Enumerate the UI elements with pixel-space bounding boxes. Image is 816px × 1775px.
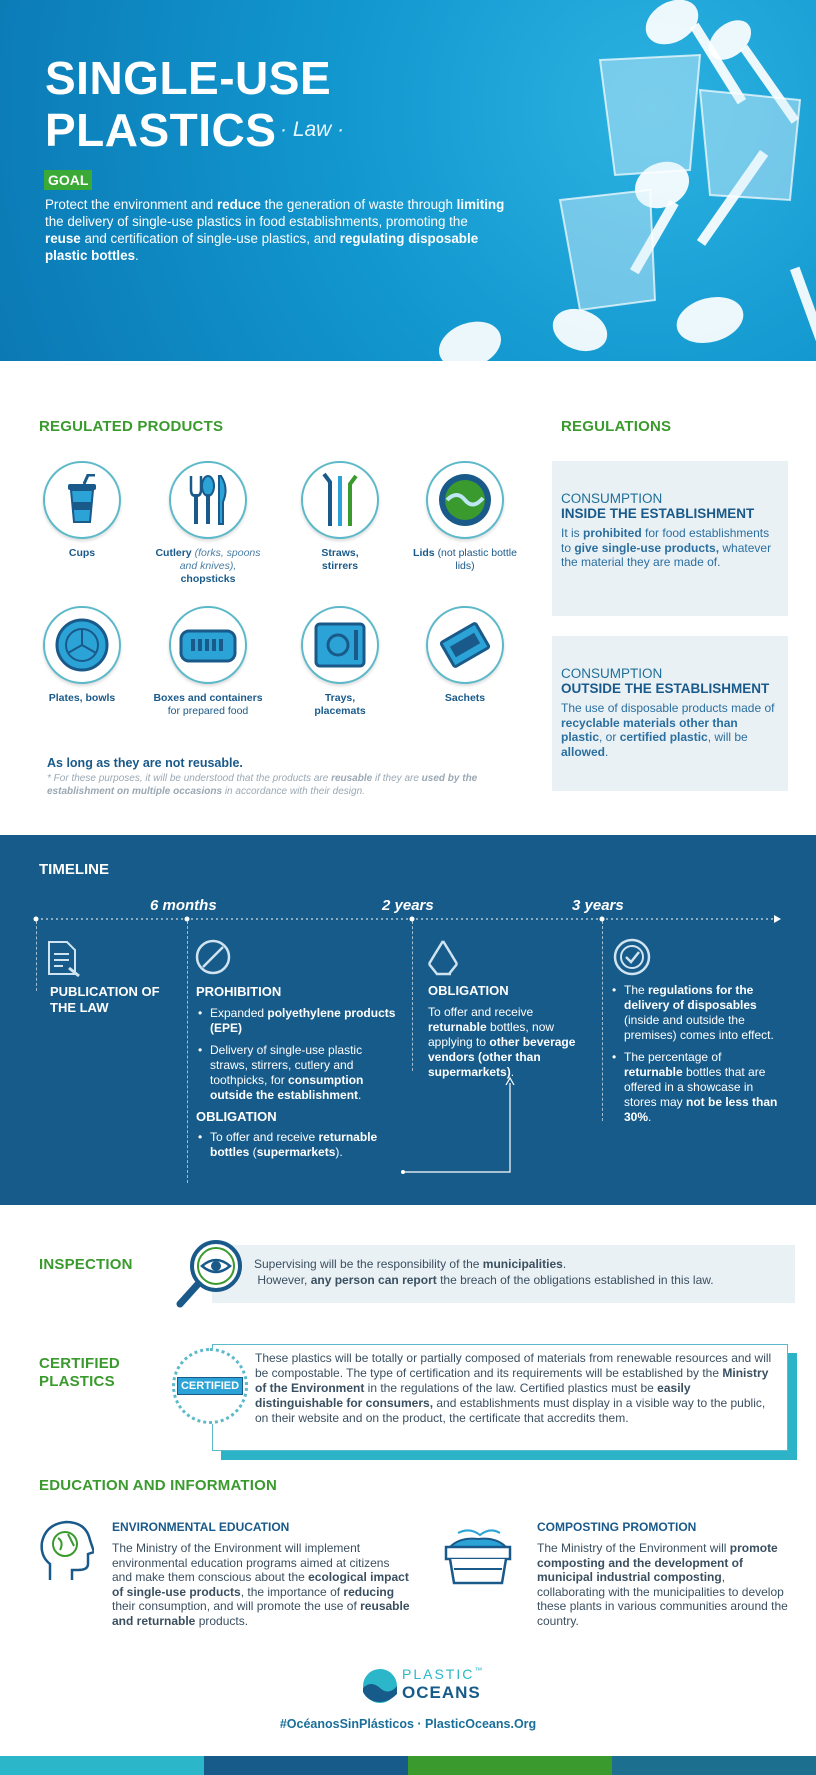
- straws-icon: [301, 461, 379, 539]
- three-years-list: [610, 983, 780, 1132]
- product-cups: Cups: [22, 461, 142, 560]
- hero-banner: [0, 0, 816, 361]
- prohibition-title: PROHIBITION: [196, 984, 282, 999]
- environmental-education-text: The Ministry of the Environment will implement environmental education programs aimed at citizens and make them conscious about the ecological impact of single-use products, the importance of reducing their consumption, and will promote the use of reusable and returnable products.: [112, 1541, 410, 1628]
- period-6-months: 6 months: [150, 897, 217, 914]
- document-icon: [45, 940, 81, 978]
- head-globe-icon: [38, 1520, 94, 1584]
- certified-box: These plastics will be totally or partially composed of materials from renewable resources and will be compostable. The type of certification and its requirements will be established by the Ministry of the Environment in the regulations of the law. Certified plastics must be easily distinguishable for consumers, and establishments must display in a visible way to the public, on their website and on the product, the certificate that accredits them.: [212, 1344, 788, 1451]
- obligation-text: To offer and receive returnable bottles, now applying to other beverage vendors (other than supermarkets).: [428, 1005, 576, 1079]
- goal-text: Protect the environment and reduce the generation of waste through limiting the delivery of single-use plastics in food establishments, promoting the reuse and certification of single-use plastics, and regulating disposable plastic bottles.: [45, 197, 505, 263]
- magnifier-eye-icon: [172, 1236, 248, 1312]
- product-plates: Plates, bowls: [22, 606, 142, 705]
- composting-promotion-title: COMPOSTING PROMOTION: [537, 1520, 697, 1534]
- sachet-icon: [426, 606, 504, 684]
- color-bar-segment: [612, 1756, 816, 1775]
- product-boxes: Boxes and containers for prepared food: [148, 606, 268, 718]
- inspection-box: Supervising will be the responsibility of the municipalities. However, any person can report the breach of the obligations established in this law.: [212, 1245, 795, 1303]
- regulated-products-title: REGULATED PRODUCTS: [39, 418, 224, 435]
- reuse-note: As long as they are not reusable. * For these purposes, it will be understood that the products are reusable if they are used by the establishment on multiple occasions in accordance with their design.: [47, 756, 478, 797]
- inspection-title: INSPECTION: [39, 1256, 133, 1273]
- obligation-title: OBLIGATION: [196, 1109, 277, 1124]
- obligation-title: OBLIGATION: [428, 983, 509, 998]
- prohibition-list: [196, 1006, 396, 1110]
- list-item: • The regulations for the delivery of disposables (inside and outside the premises) comes into effect.: [610, 983, 780, 1043]
- prohibited-icon: [194, 938, 232, 976]
- list-item: • Delivery of single-use plastic straws, stirrers, cutlery and toothpicks, for consumption outside the establishment.: [196, 1043, 396, 1103]
- timeline-divider: [412, 921, 413, 1071]
- regulation-outside-card: CONSUMPTION OUTSIDE THE ESTABLISHMENT The use of disposable products made of recyclable materials other than plastic, or certified plastic, will be allowed.: [552, 636, 788, 791]
- wave-logo-icon: [362, 1668, 398, 1704]
- compost-bin-icon: [440, 1525, 516, 1587]
- product-sachets: Sachets: [405, 606, 525, 705]
- footer-tagline[interactable]: #OcéanosSinPlásticos · PlasticOceans.Org: [279, 1717, 537, 1731]
- list-item: • To offer and receive returnable bottles (supermarkets).: [196, 1130, 406, 1160]
- cutlery-icon: [169, 461, 247, 539]
- color-bar-segment: [408, 1756, 612, 1775]
- publication-of-law: PUBLICATION OF THE LAW: [50, 984, 160, 1015]
- hero-subtitle: · Law ·: [280, 118, 345, 141]
- plate-icon: [43, 606, 121, 684]
- logo-bottom-text: OCEANS: [402, 1683, 481, 1702]
- education-title: EDUCATION AND INFORMATION: [39, 1477, 278, 1494]
- footer-color-bar: [0, 1756, 816, 1775]
- list-item: • The percentage of returnable bottles that are offered in a showcase in stores may not be less than 30%.: [610, 1050, 780, 1125]
- color-bar-segment: [0, 1756, 204, 1775]
- period-3-years: 3 years: [572, 897, 624, 914]
- checkmark-badge-icon: [612, 937, 652, 977]
- product-lids: Lids (not plastic bottle lids): [405, 461, 525, 573]
- environmental-education-title: ENVIRONMENTAL EDUCATION: [112, 1520, 290, 1534]
- certified-title: CERTIFIED PLASTICS: [39, 1355, 120, 1390]
- timeline-divider: [602, 921, 603, 1121]
- timeline-title: TIMELINE: [39, 861, 109, 878]
- timeline-divider: [36, 921, 37, 991]
- regulation-inside-card: CONSUMPTION INSIDE THE ESTABLISHMENT It is prohibited for food establishments to give single-use products, whatever the material they are made of.: [552, 461, 788, 616]
- product-straws: Straws, stirrers: [280, 461, 400, 573]
- plastic-oceans-logo[interactable]: [362, 1666, 492, 1706]
- composting-promotion-text: The Ministry of the Environment will promote composting and the development of municipal industrial composting, collaborating with the municipalities to develop these plants in various communities around the country.: [537, 1541, 788, 1628]
- cup-icon: [43, 461, 121, 539]
- certified-badge: CERTIFIED: [177, 1377, 243, 1395]
- timeline-divider: [187, 921, 188, 1183]
- product-cutlery: Cutlery (forks, spoons and knives), chopsticks: [148, 461, 268, 586]
- color-bar-segment: [204, 1756, 408, 1775]
- obligation-list: [196, 1130, 406, 1167]
- period-2-years: 2 years: [382, 897, 434, 914]
- list-item: • Expanded polyethylene products (EPE): [196, 1006, 396, 1036]
- tray-icon: [301, 606, 379, 684]
- box-icon: [169, 606, 247, 684]
- logo-top-text: PLASTIC™: [402, 1666, 485, 1682]
- product-trays: Trays, placemats: [280, 606, 400, 718]
- goal-badge: GOAL: [44, 170, 92, 190]
- timeline-section: [0, 835, 816, 1205]
- recycle-icon: [423, 938, 463, 976]
- certified-seal: [172, 1348, 248, 1424]
- regulations-title: REGULATIONS: [561, 418, 672, 435]
- lid-icon: [426, 461, 504, 539]
- page-title: SINGLE-USE PLASTICS: [45, 52, 332, 156]
